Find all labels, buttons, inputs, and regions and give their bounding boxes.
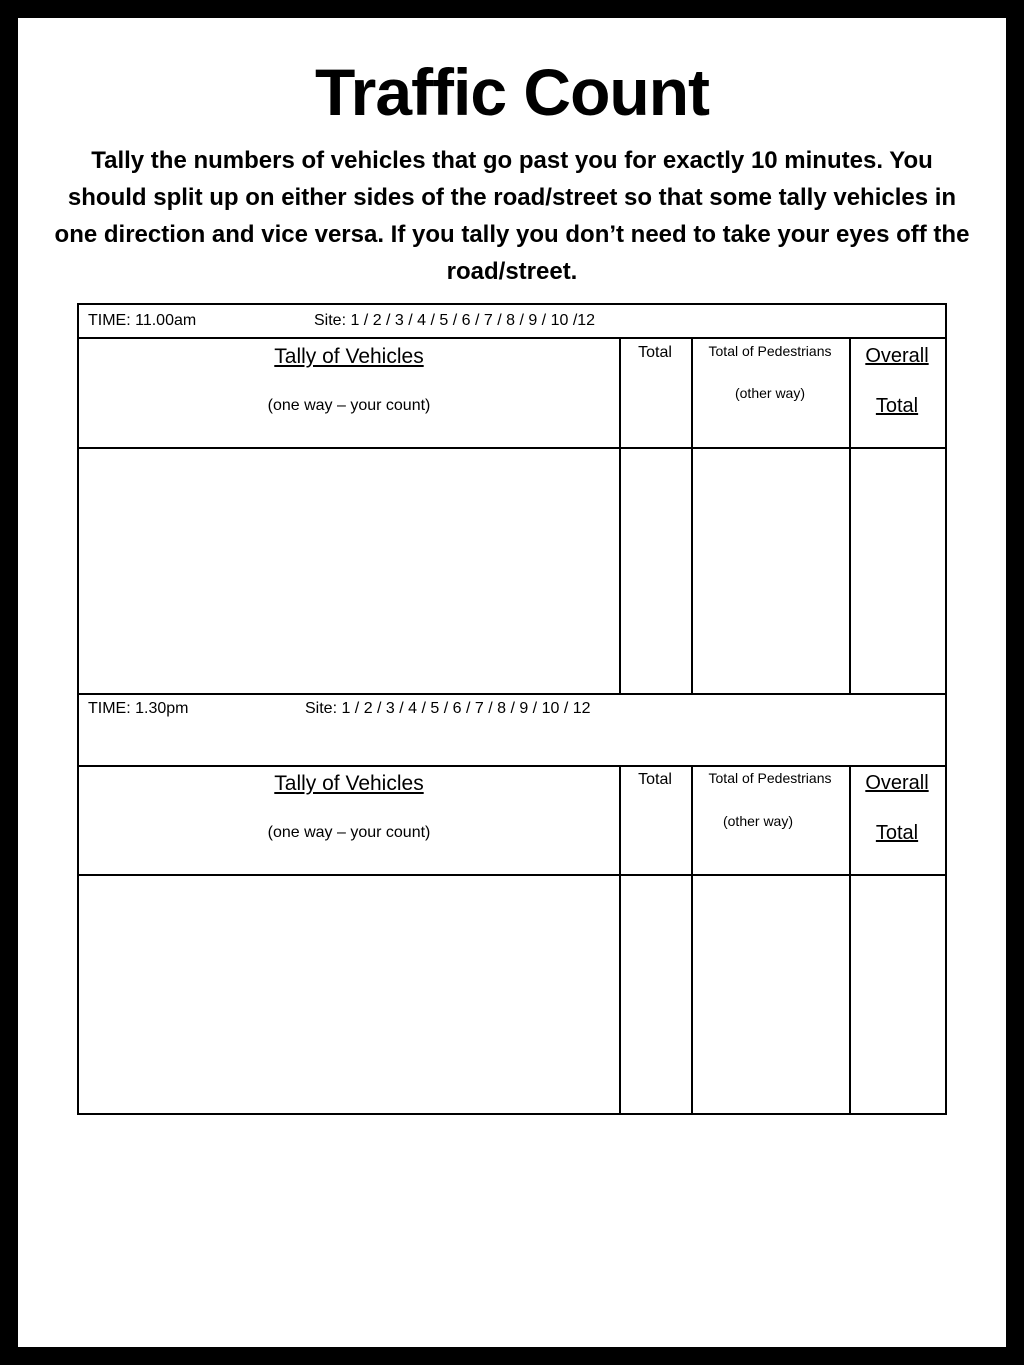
traffic-count-table (77, 303, 947, 1115)
section1-pedestrians-header: Total of Pedestrians (708, 343, 832, 359)
section1-pedestrians-cell[interactable] (693, 449, 849, 693)
section2-pedestrians-header: Total of Pedestrians (708, 770, 832, 786)
section1-overall-total-header: Total (875, 395, 919, 417)
section2-total-header: Total (638, 771, 672, 788)
section2-pedestrians-cell[interactable] (693, 876, 849, 1113)
section2-overall-total-header: Total (875, 822, 919, 844)
section1-tally-header: Tally of Vehicles (274, 345, 424, 368)
section2-tally-cell[interactable] (79, 876, 619, 1113)
page-title: Traffic Count (315, 55, 709, 129)
section1-overall-cell[interactable] (851, 449, 945, 693)
section2-time: TIME: 1.30pm (88, 700, 189, 717)
row-divider (79, 337, 945, 339)
section1-tally-subheader: (one way – your count) (267, 397, 431, 414)
section2-tally-header: Tally of Vehicles (274, 772, 424, 795)
instructions-text: Tally the numbers of vehicles that go past you for exactly 10 minutes. You should split up on either sides of the road/street so that some tally vehicles in one direction and vice versa. If you tally you don’t need to take your eyes off the road/street. (54, 147, 970, 285)
section2-total-cell[interactable] (621, 876, 691, 1113)
section1-overall-header: Overall (865, 345, 929, 367)
section1-time: TIME: 11.00am (88, 312, 197, 329)
section2-pedestrians-subheader: (other way) (722, 813, 794, 829)
row-divider (79, 693, 945, 695)
section1-total-cell[interactable] (621, 449, 691, 693)
section1-tally-cell[interactable] (79, 449, 619, 693)
section2-site: Site: 1 / 2 / 3 / 4 / 5 / 6 / 7 / 8 / 9 / 10 / 12 (305, 700, 591, 717)
section1-total-header: Total (638, 344, 672, 361)
section1-pedestrians-subheader: (other way) (734, 385, 806, 401)
section2-overall-cell[interactable] (851, 876, 945, 1113)
row-divider (79, 765, 945, 767)
section2-overall-header: Overall (865, 772, 929, 794)
section2-tally-subheader: (one way – your count) (267, 824, 431, 841)
section1-site: Site: 1 / 2 / 3 / 4 / 5 / 6 / 7 / 8 / 9 / 10 /12 (314, 312, 596, 329)
